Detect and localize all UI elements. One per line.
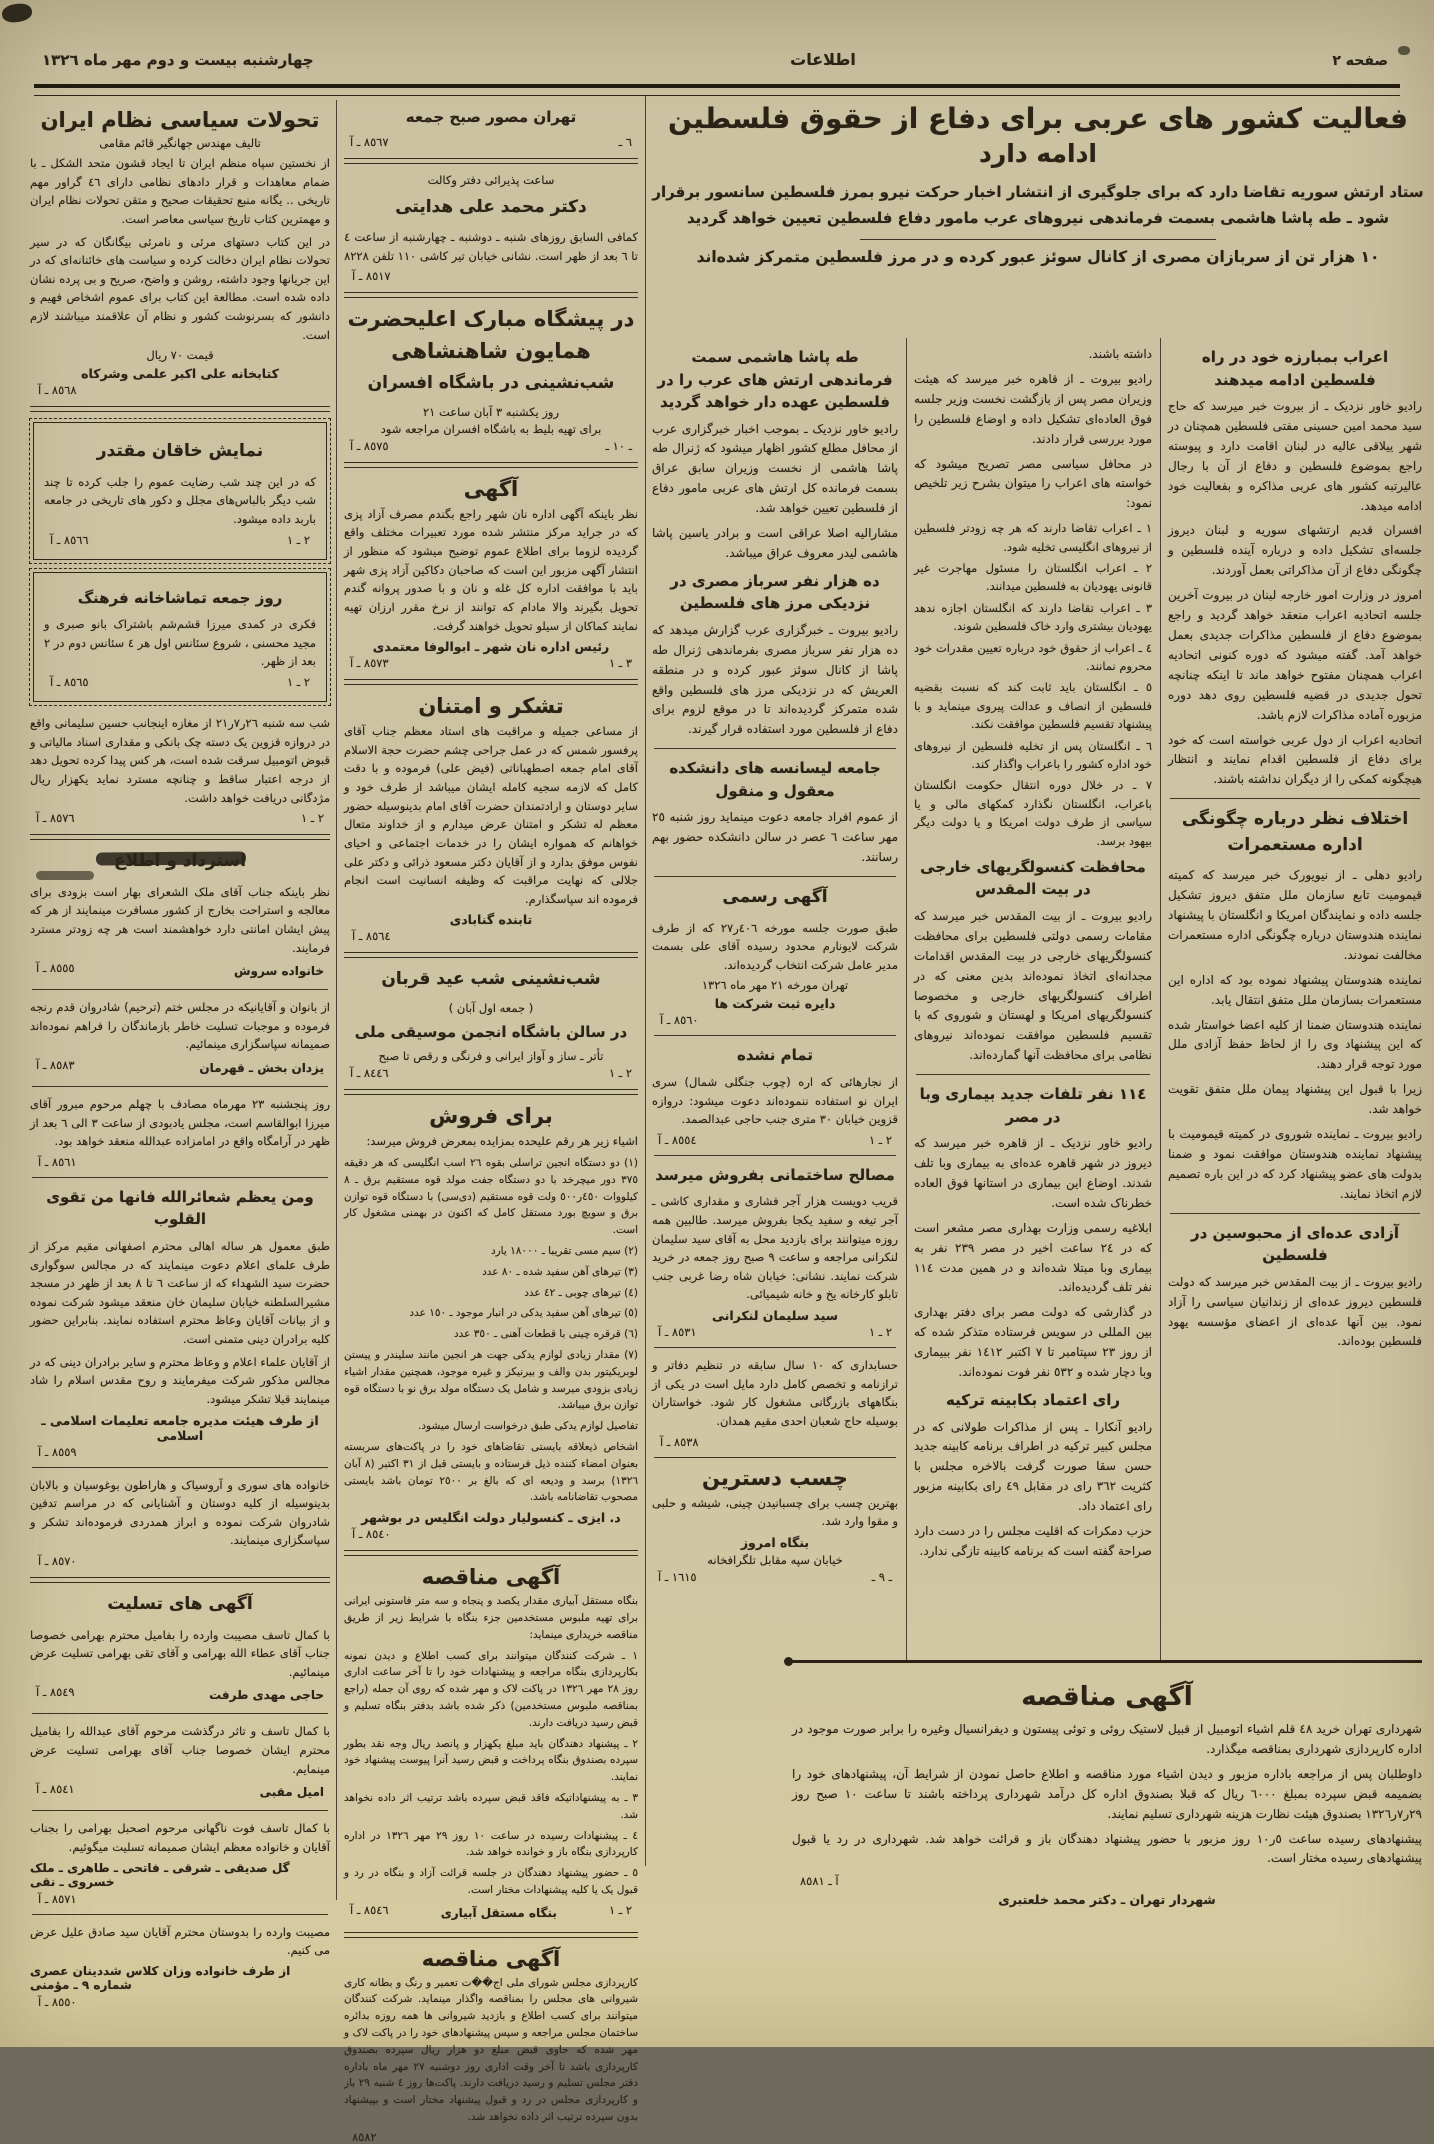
ad-number: ٨٥٧٠ ـ آ xyxy=(38,1554,77,1568)
palace-ad-line1: در پیشگاه مبارک اعلیحضرت xyxy=(347,307,635,332)
article-paragraph: رادیو بیروت ـ خبرگزاری عرب گزارش میدهد که ده هزار نفر سرباز مصری بفرماندهی ژنرال طه پاشا از کانال سوئز عبور کرده و در منطقه العریش که در نزدیکی مرز های فلسطین واقع شده متمرکز گردیده‌اند تا در موقع لزوم برای دفاع از فلسطین مورد استفاده قرار گیرند. xyxy=(652,622,898,737)
ad-signature: د. ایزی ـ کنسولیار دولت انگلیس در بوشهر xyxy=(361,1510,621,1526)
ad-signature: دایره ثبت شرکت ها xyxy=(714,996,836,1012)
ad-run: ٢ ـ ١ xyxy=(286,675,310,689)
section-rule xyxy=(30,406,330,412)
article-paragraph: رادیو بیروت ـ از قاهره خبر میرسد که هیئت وزیران مصر پس از بازگشت نخست وزیر جلسه فوق العاده‌ای تشکیل داده و اوضاع فلسطین را مورد بررسی قرار دادند. xyxy=(914,371,1152,446)
party-ad-line2: ( جمعه اول آبان ) xyxy=(448,1000,534,1015)
ad-number: ٨٥٧٦ ـ آ xyxy=(36,811,75,826)
news-column-inner xyxy=(652,340,898,1660)
section-rule xyxy=(32,1177,328,1178)
ad-body: نظر باینکه آگهی اداره نان شهر راجع بگندم مصرف آزاد پزی که در جراید مرکز منتشر شده مورد تعبیرات مختلف واقع گردیده لزوما برای اطلاع عموم توضیح میشود که منظور از انتشار آگهی مزبور این است که صاحبان دکاکین آزاد پزی شهر باید با موافقت اداره کل غله و نان و با صدور پروانه گندم تحویل بگیرند والا مادام که توانند از نرخ مقرر ارزان تهیه نمایند کماکان از سیلو تحویل خواهند گرفت. xyxy=(344,506,638,633)
tender-item: ٤ ـ پیشنهادات رسیده در ساعت ١٠ روز ٢٩ مهر ١٣٢٦ در اداره کارپردازی بنگاه باز و خوانده خواهد شد. xyxy=(344,1829,638,1859)
ad-number: ٨٥٦٠ ـ آ xyxy=(660,1013,699,1028)
ad-number: ٨٥٧٣ ـ آ xyxy=(350,656,389,671)
ad-number: ٨٥٦٦ ـ آ xyxy=(50,532,89,547)
ad-number-row xyxy=(36,961,324,981)
lost-notice: شب سه شنبه ٢٦ر٧ر٢١ از مغازه اینجانب حسین سلیمانی واقع در دروازه قزوین یک دسته چک بانکی و مقداری اسناد مالیاتی و قبوض اتومبیل سرقت شده است، هر کس پیدا کرده تحویل دهد از درجه اعتبار ساقط و چنانچه مسترد نماید یکهزار ریال مژدگانی دریافت خواهد داشت. xyxy=(30,716,330,805)
condolence-section-headline: آگهی های تسلیت xyxy=(107,1594,253,1614)
column-rule xyxy=(906,338,907,1660)
sale-item: (٢) سیم مسی تقریبا ـ ١٨٠٠٠ یارد xyxy=(490,1244,638,1257)
ad-number-row xyxy=(658,1570,892,1584)
theater-ad-box xyxy=(33,422,327,559)
article-paragraph: افسران قدیم ارتشهای سوریه و لبنان دیروز جلسه‌ای تشکیل داده و درباره آینده فلسطین و چگونگی دفاع از آن مذاکراتی بعمل آوردند. xyxy=(1168,523,1422,578)
demand-item: ١ ـ اعراب تقاضا دارند که هر چه زودتر فلسطین از نیروهای انگلیسی تخلیه شود. xyxy=(914,521,1152,554)
condolence-entry: با کمال تاسف و تاثر درگذشت مرحوم آقای عبدالله را بفامیل محترم ایشان خصوصا جناب آقای بهرامی تسلیت عرض مینمایم. xyxy=(30,1724,330,1776)
section-rule xyxy=(654,1347,896,1348)
ad-number-row xyxy=(350,656,632,670)
lead-story xyxy=(652,100,1424,334)
ad-number: ٨٥٤٩ ـ آ xyxy=(36,1685,75,1700)
ad-number: ٨٥٥٠ ـ آ xyxy=(38,1994,77,2009)
article-paragraph: اتحادیه اعراب از دول عربی خواسته است که خود برای دفاع از فلسطین اقدام نمایند و انتظار هیچگونه کمکی را از دیگران نداشته باشند. xyxy=(1168,732,1422,787)
ad-run: ـ ١٠ ـ xyxy=(605,438,632,453)
party-ad-line4: تأتر ـ ساز و آواز ایرانی و فرنگی و رقص تا صبح xyxy=(378,1049,604,1064)
palace-ad-date: روز یکشنبه ٣ آبان ساعت ٢١ xyxy=(422,404,560,419)
condolence-signature: گل صدیقی ـ شرقی ـ فاتحی ـ طاهری ـ ملک خسروی ـ نقی xyxy=(30,1860,290,1889)
ads-column xyxy=(344,100,638,2144)
sale-note: تفاصیل لوازم یدکی طبق درخواست ارسال میشود. xyxy=(418,1420,638,1433)
condolence-signature: از طرف خانواده وزان کلاس شددینان عصری شماره ٩ ـ مؤمنی xyxy=(30,1963,291,1992)
section-rule xyxy=(916,1074,1150,1075)
section-rule xyxy=(654,876,896,877)
ad-run: ٢ ـ ١ xyxy=(286,532,310,547)
store-name: بنگاه امروز xyxy=(740,1534,810,1550)
section-rule xyxy=(344,1550,638,1556)
article-subhead: محافظت کنسولگریهای خارجی در بیت المقدس xyxy=(920,857,1146,899)
play-blurb: فکری در کمدی میرزا قشم‌شم باشتراک بانو صبری و مجید محسنی ، شروع سئانس اول هر ٤ سئانس دوم در ٢ بعد از ظهر. xyxy=(44,617,316,669)
ad-signature: تابنده گنابادی xyxy=(449,912,533,928)
condolence-entry: مصیبت وارده را بدوستان محترم آقایان سید صادق علیل عرض می کنیم. xyxy=(30,1924,330,1958)
notice-signature: از طرف هیئت مدیره جامعه تعلیمات اسلامی ـ اسلامی xyxy=(41,1412,319,1443)
article-paragraph: رادیو خاور نزدیک ـ از بیروت خبر میرسد که حاج سید محمد امین حسینی مفتی فلسطین همچنان در شهر ییلاقی عالیه در لبنان اقامت دارد و پیوسته راجع بموضوع فلسطین و دفاع از آن با رجال عالیرتبه کشور های عربی مذاکره و بفعالیت خود ادامه میدهد. xyxy=(1168,399,1422,513)
notice-signature: یزدان بخش ـ قهرمان xyxy=(199,1061,324,1075)
ad-number-row xyxy=(350,1066,632,1080)
ad-number: ٨٥٣١ ـ آ xyxy=(658,1325,697,1339)
ad-intro: اشیاء زیر هر رقم علیحده بمزایده بمعرض فروش میرسد: xyxy=(366,1134,638,1149)
sale-item: (١) دو دستگاه انجین تراسلی بقوه ٢٦ اسب انگلیسی که هر دقیقه ٣٧٥ دور میچرخد با دو دستگاه جفت مولد قوه مستقیم برق ـ ٨ کیلووات ٤٥٠ر٥٠٠ ولت قوه مستقیم (دی‌سی) با دستگاه قوه توازن برق و سویچ بورد مستقل کامل که اکنون در بهمنی مشغول کار است. xyxy=(344,1157,638,1237)
ad-number: ٨٥١٧ ـ آ xyxy=(352,269,391,284)
tender-paragraph: پیشنهادهای رسیده ساعت ٥ر١٠ روز مزبور با حضور پیشنهاد دهندگان باز و قرائت خواهد شد. شهرداری در رد یا قبول پیشنهادهای رسیده مختار است. xyxy=(792,1831,1422,1866)
ad-signature: بنگاه مستقل آبیاری xyxy=(440,1905,557,1920)
section-rule xyxy=(32,1467,328,1468)
ad-number-row xyxy=(658,1133,892,1147)
notice-signature: خانواده سروش xyxy=(234,964,324,979)
demand-item: ٣ ـ اعراب تقاضا دارند که انگلستان اجازه ندهد یهودیان بیشتری وارد خاک فلسطین شوند. xyxy=(914,600,1152,634)
ad-signature: سید سلیمان لنکرانی xyxy=(711,1308,839,1323)
religious-body: طبق معمول هر ساله اهالی محترم اصفهانی مقیم مرکز از طرف علمای اعلام دعوت مینمایند که در مجالس سوگواری حضرت سید الشهداء که از ساعت ٦ تا ٨ بعد از ظهر در مسجد مشیرالسلطنه خیابان سلیمان خان منعقد میشود شرکت نموده و از بیانات آقایان وعاظ محترم استفاده نمایند. بنابراین حضور کلیه برادران دینی متمنی است. xyxy=(30,1238,330,1346)
ad-number-row xyxy=(36,1782,324,1802)
lead-deck: ستاد ارتش سوریه تقاضا دارد که برای جلوگیری از انتشار اخبار حرکت نیرو بمرز فلسطین سانسور برقرار شود ـ طه پاشا هاشمی بسمت فرماندهی نیروهای عرب مامور دفاع فلسطین تعیین خواهد گردید xyxy=(652,183,1424,227)
article-paragraph: ابلاغیه رسمی وزارت بهداری مصر مشعر است که در ٢٤ ساعت اخیر در مصر ٢٣٩ نفر به بیماری وبا مبتلا شده‌اند و در همین مدت ١١٤ نفر تلف گردیده‌اند. xyxy=(914,1220,1152,1295)
section-rule xyxy=(344,158,638,164)
ad-number-row xyxy=(350,135,632,149)
column-rule xyxy=(645,96,646,1866)
ad-headline: آگهی xyxy=(463,476,519,501)
ad-number: ٨٥٥٤ ـ آ xyxy=(658,1132,697,1147)
demand-item: ٥ ـ انگلستان باید ثابت کند که نسبت بقضیه فلسطین از انصاف و عدالت پیروی مینماید و با پیشنهاد تقسیم فلسطین موافقت نکند. xyxy=(914,680,1152,732)
demand-item: ٤ ـ اعراب از حقوق خود درباره تعیین مقدرات خود محروم نمانند. xyxy=(914,640,1152,673)
demand-item: ٦ ـ انگلستان پس از تخلیه فلسطین از نیروهای خود اداره کشور را باعراب واگذار کند. xyxy=(914,738,1152,771)
article-paragraph: رادیو خاور نزدیک ـ بموجب اخبار خبرگزاری عرب از محافل مطلع کشور اظهار میشود که ژنرال طه پاشا هاشمی از نخست وزیران سابق عراق بسمت فرمانده کل ارتش های عربی مامور دفاع از فلسطین تعیین خواهد شد. xyxy=(652,421,898,516)
page-number: صفحه ٢ xyxy=(1332,53,1388,69)
article-paragraph: در محافل سیاسی مصر تصریح میشود که خواسته های اعراب را میتوان بشرح زیر تلخیص نمود: xyxy=(914,456,1152,511)
ad-headline: آگهی مناقصه xyxy=(421,1565,561,1590)
ad-number: ٨٥٤٦ ـ آ xyxy=(350,1902,389,1917)
tender-item: ٣ ـ به پیشنهاداتیکه فاقد قبض سپرده باشد ترتیب اثر داده نخواهد شد. xyxy=(344,1791,638,1821)
article-paragraph: رادیو آنکارا ـ پس از مذاکرات طولانی که در مجلس کبیر ترکیه در اطراف برنامه کابینه جدید حسن سقا صورت گرفت بالاخره مجلس با کثریت ٣٦٢ رای در مقابل ٤٩ رای بکابینه مزبور رای اعتماد داد. xyxy=(914,1419,1152,1514)
section-rule xyxy=(30,1577,330,1583)
tender-body: بنگاه مستقل آبیاری مقدار یکصد و پنجاه و سه متر فاستونی ایرانی برای تهیه ملبوس مستخدمین جزء بنگاه با شرایط زیر از طریق مناقصه خریداری مینماید: xyxy=(344,1595,638,1641)
ad-number: ٨٥٥٩ ـ آ xyxy=(38,1444,77,1459)
article-paragraph: حزب دمکرات که اقلیت مجلس را در دست دارد صراحة گفته است که برنامه کابینه تازگی ندارد. xyxy=(914,1524,1152,1558)
thanks-notice: از بانوان و آقایانیکه در مجلس ختم (ترحیم) شادروان قدم رنجه فرموده و موجبات تسلیت خاطر بازماندگان را فراهم نموده‌اند صمیمانه سپاسگزاری مینمائیم. xyxy=(30,1000,330,1052)
lead-headline-line1: فعالیت کشور های عربی برای دفاع از حقوق فلسطین xyxy=(668,102,1408,135)
section-rule xyxy=(344,292,638,298)
ad-date: تهران مورخه ٢١ مهر ماه ١٣٢٦ xyxy=(701,978,849,993)
sale-item: (٥) تیرهای آهن سفید یدکی در انبار موجود ـ ١٥٠ عدد xyxy=(409,1307,638,1320)
tender-paragraph: شهرداری تهران خرید ٤٨ قلم اشیاء اتومبیل از قبیل لاستیک روئی و توئی پیستون و دیفرانسیال وغیره را برابر صورت موجود در اداره کارپردازی شهرداری بمناقصه میگذارد. xyxy=(792,1722,1422,1756)
section-rule xyxy=(32,1086,328,1087)
notice-body: نظر باینکه جناب آقای ملک الشعرای بهار است بزودی برای معالجه و استراحت بخارج از کشور مسافرت مینمایند از هر که پیش ایشان امانتی دارد خواهشمند است هر چه زودتر مسترد فرمایند. xyxy=(30,884,330,955)
ad-headline: آگهی رسمی xyxy=(722,887,828,907)
ad-run: ـ ٩ ـ xyxy=(871,1569,892,1584)
sale-note: اشخاص ذیعلاقه بایستی تقاضاهای خود را در پاکت‌های سربسته بعنوان امضاء کننده ذیل فرستاده و بایستی قبل از ٣١ اکتبر (٨ آبان ١٣٢٦) برسد و ودیعه ای که بالغ بر ٢٥٠٠ تومان باشد بایستی مصحوب تقاضانامه باشد. xyxy=(344,1440,638,1504)
ad-number: ٨٥٧٥ ـ آ xyxy=(350,438,389,453)
ink-smudge xyxy=(1398,46,1410,55)
ad-headline: تشکر و امتنان xyxy=(418,694,564,719)
section-rule xyxy=(32,1914,328,1915)
play-title: روز جمعه تماشاخانه فرهنگ xyxy=(77,588,283,607)
ad-number-row xyxy=(350,439,632,453)
ad-number: ١٦١٥ ـ آ xyxy=(658,1569,697,1584)
tender-item: ١ ـ شرکت کنندگان میتوانند برای کسب اطلاع و دیدن نمونه بکارپردازی بنگاه مراجعه و پیشنهادات خود را تا آخر ساعت اداری روز ٢٨ مهر ١٣٢٦ در پاکت لاک و مهر شده که روی آن جمله (راجع بمناقصه ملبوس مستخدمین) ذکر شده باشد بدفتر بنگاه تسلیم و قبض رسید دریافت دارند. xyxy=(344,1649,638,1729)
ad-run: ٢ ـ ١ xyxy=(608,1902,632,1917)
article-subhead: طه پاشا هاشمی سمت فرماندهی ارتش های عرب را در فلسطین عهده دار خواهد گردید xyxy=(657,348,893,411)
article-paragraph: رادیو دهلی ـ از نیویورک خبر میرسد که کمیته قیمومیت تابع سازمان ملل متفق دیروز تشکیل جلسه داده و نمایندگان امریکا و انگلستان با پیشنهاد نماینده هندوستان درباره چگونگی اداره مستعمرات مخالفت نمودند. xyxy=(1168,868,1422,962)
issue-date: چهارشنبه بیست و دوم مهر ماه ١٣٢٦ xyxy=(42,51,314,69)
section-rule xyxy=(1170,798,1420,799)
party-ad-line1: شب‌نشینی شب عید قربان xyxy=(381,969,601,990)
ad-number: آ ـ ٨٥٨١ xyxy=(800,1874,839,1889)
deck-rule xyxy=(860,239,1215,240)
article-headline: ١١٤ نفر تلفات جدید بیماری وبا در مصر xyxy=(919,1085,1147,1126)
section-rule xyxy=(654,748,896,749)
ad-number-row xyxy=(36,1685,324,1705)
article-paragraph: از عموم افراد جامعه دعوت مینماید روز شنبه ٢٥ مهر ساعت ٦ عصر در سالن دانشکده حضور بهم رسانند. xyxy=(652,810,898,865)
theater-ad-box xyxy=(33,572,327,702)
ad-body: قریب دویست هزار آجر فشاری و مقداری کاشی ـ آجر تیغه و سفید یکجا بفروش میرسد. طالبین همه روزه میتوانند برای بازدید محل به آقای سید سلیمان لنکرانی مراجعه و ساعت ٩ صبح روز جمعه در خرید شرکت نمایند. نشانی: خیابان شاه رضا غربی جنب تابلو کارخانه یخ و خانه شیمیائی. xyxy=(652,1194,898,1302)
ad-number-row xyxy=(350,1903,632,1923)
section-rule xyxy=(654,1457,896,1458)
article-subhead: اعراب بمبارزه خود در راه فلسطین ادامه میدهند xyxy=(1201,348,1389,389)
ad-run: ٢ ـ ١ xyxy=(868,1325,892,1339)
ad-body: طبق صورت جلسه مورخه ٤٠٦ر٢٧ که از طرف شرکت لایونارم محدود رسیده آقای علی بسمت مدیر عامل شرکت انتخاب گردیده‌اند. xyxy=(652,920,898,972)
tender-body: کارپردازی مجلس شورای ملی اج��ت تعمیر و رنگ و بطانه کاری شیروانی های مجلس را بمناقصه واگذار مینماید. شرکت کنندگان میتوانند برای کسب اطلاع و بازدید شیروانی ها همه روزه بدائره ساختمان مجلس مراجعه و سپس پیشنهادهای خود را در پاکت لاک و مهر شده که حاوی قبض مبلغ دو هزار ریال سپرده بصندوق کارپردازی باشد تا آخر وقت اداری روز دوشنبه ٢٧ مهر ماه باداره دفتر مجلس تسلیم و رسید دریافت دارند. پاکت‌ها روز ٤ شنبه ٢٩ باز و کارپردازی مجلس در رد و قبول پیشنهاد مختار است و بپیشنهاد بدون سپرده ترتیب اثر داده نخواهد شد. xyxy=(344,1976,638,2124)
article-paragraph: رادیو بیروت ـ از بیت المقدس خبر میرسد که مقامات رسمی دولتی فلسطین برای محافظت کنسولگریهای خارجی در بیت المقدس اقدامات مجدانه‌ای اتخاذ نموده‌اند بدین معنی که در اطراف کنسولگریهای خارجی و مخصوصا کنسولگریهای امریکا و لهستان و شوروی که با تقسیم فلسطین موافقت نموده‌اند نیروهای نظامی برای محافظت آنها گمارده‌اند. xyxy=(914,908,1152,1063)
ad-number-row xyxy=(36,1058,324,1078)
section-rule xyxy=(344,1932,638,1938)
section-rule xyxy=(344,679,638,685)
ad-headline: برای فروش xyxy=(429,1104,553,1129)
condolence-entry: با کمال تاسف فوت ناگهانی مرحوم اصحبل بهرامی را بجناب آقایان و خانواده معظم ایشان صمیمانه تسلیت میگوئیم. xyxy=(30,1821,330,1854)
article-paragraph: زیرا با قبول این پیشنهاد پیمان ملل متفق تقویت خواهد شد. xyxy=(1168,1082,1422,1117)
lead-headline-line2: ادامه دارد xyxy=(979,138,1097,168)
book-blurb: از نخستین سپاه منظم ایران تا ایجاد قشون متحد الشکل ـ با ضمام معاهدات و قرار دادهای نظامی دارای ٤٦ گراور مهم تاریخی .. یگانه منبع تحقیقات صحیح و متقن تحولات نظام ایران و مهمترین کتاب تاریخ سیاسی معاصر است. xyxy=(30,156,330,226)
play-title: نمایش خاقان مقتدر xyxy=(96,441,264,462)
municipal-tender-ad xyxy=(792,1676,1422,1909)
sale-item: (٤) تیرهای چوبی ـ ٤٢ عدد xyxy=(524,1286,638,1299)
article-paragraph: رادیو بیروت ـ از بیت المقدس خبر میرسد که دولت فلسطین دیروز عده‌ای از زندانیان سیاسی را آزاد نمود. بین آنها عده‌ای از اعضای مؤسسه یهود فلسطین بوده‌اند. xyxy=(1168,1274,1422,1349)
ad-run: ٣ ـ ١ xyxy=(608,656,632,671)
demand-item: ٢ ـ اعراب انگلستان را مسئول مهاجرت غیر قانونی یهودیان به فلسطین میدانند. xyxy=(914,561,1152,594)
article-paragraph: مشارالیه اصلا عراقی است و برادر یاسین پاشا هاشمی لیدر معروف عراق میباشد. xyxy=(652,526,898,560)
ad-number: ٨٥٦٨ ـ آ xyxy=(38,383,77,398)
news-column-right xyxy=(1168,340,1422,1660)
ad-run: ٢ ـ ١ xyxy=(300,811,324,826)
book-price: قیمت ٧٠ ریال xyxy=(146,348,214,363)
section-rule xyxy=(32,989,328,990)
sale-item: (٧) مقدار زیادی لوازم یدکی جهت هر انجین مانند سلیندر و پیستن لوبریکیتور بدن والف و بیرنیکز و غیره موجود، همچنین مقدار اشیاء زیادی بزودی میرسد و شامل یک دستگاه مولد برق نو با دستگاه قوه توازن برق میباشد. xyxy=(344,1348,638,1412)
classified-body: حسابداری که ١٠ سال سابقه در تنظیم دفاتر و ترازنامه و تخصص کامل دارد مایل است در یکی از بنگاههای بازرگانی مشغول کار شود. خواستاران بوسیله حاج شعبان احدی مقیم همدان. xyxy=(652,1358,898,1428)
tender-headline: آگهی مناقصه xyxy=(1021,1682,1193,1712)
ad-number: ٨٤٤٦ ـ آ xyxy=(350,1066,389,1081)
ad-run: ٢ ـ ١ xyxy=(868,1132,892,1147)
ad-number: ٨٥٦٤ ـ آ xyxy=(352,929,391,944)
news-column-middle xyxy=(914,340,1152,1660)
ad-number-row xyxy=(50,675,310,689)
classifieds-column xyxy=(30,100,330,2009)
mayor-signature: شهردار تهران ـ دکتر محمد خلعتبری xyxy=(998,1892,1216,1908)
condolence-entry: با کمال تاسف مصیبت وارده را بفامیل محترم بهرامی خصوصا جناب آقای عطاء الله بهرامی و آقای تقی بهرامی تسلیت عرض مینمائیم. xyxy=(30,1627,330,1679)
store-address: خیابان سپه مقابل تلگرافخانه xyxy=(707,1552,843,1567)
condolence-notice: خانواده های سوری و آروسیاک و هاراطون بوغوسیان و بالابان بدینوسیله از کلیه دوستان و آشنایانی که در مراسم تدفین شادروان شرکت نموده و ابراز همدردی فرموده‌اند تشکر و سپاسگزاری مینمایند. xyxy=(30,1477,330,1548)
ad-line: تهران مصور صبح جمعه xyxy=(405,108,577,126)
article-subhead: جامعه لیسانسه های دانشکده معقول و منقول xyxy=(669,759,881,800)
condolence-signature: حاجی مهدی طرفت xyxy=(209,1688,324,1703)
ad-body: کمافی السابق روزهای شنبه ـ دوشنبه ـ چهارشنبه از ساعت ٤ تا ٦ بعد از ظهر است. نشانی خیابان تیر کاشی ١١٠ تلفن ٨٢٢٨ xyxy=(344,230,638,263)
ad-number-row xyxy=(50,533,310,547)
section-rule xyxy=(344,462,638,468)
column-rule xyxy=(336,100,337,1900)
palace-ad-info: برای تهیه بلیط به باشگاه افسران مراجعه شود xyxy=(380,421,602,436)
section-rule xyxy=(344,1089,638,1095)
ad-number: ٨٥٦٥ ـ آ xyxy=(50,675,89,689)
palace-ad-line3: شب‌نشینی در باشگاه افسران xyxy=(367,373,615,394)
newspaper-title: اطلاعات xyxy=(790,50,856,69)
lead-deck2: ١٠ هزار تن از سربازان مصری از کانال سوئز عبور کرده و در مرز فلسطین متمرکز شده‌اند xyxy=(696,248,1380,267)
memorial-notice: روز پنجشنبه ٢٣ مهرماه مصادف با چهلم مرحوم مبرور آقای میرزا ابوالقاسم است، مجلس یادبودی از ساعت ٣ الی ٦ بعد از ظهر در آرامگاه واقع در امامزاده عبدالله منعقد خواهد بود. xyxy=(30,1097,330,1149)
ad-run: ٢ ـ ١ xyxy=(608,1066,632,1081)
sale-item: (٦) قرقره چینی با قطعات آهنی ـ ٣٥٠ عدد xyxy=(454,1328,638,1341)
ad-number-row xyxy=(36,811,324,825)
article-paragraph: نماینده هندوستان پیشنهاد نموده بود که اداره این مستعمرات بسازمان ملل متفق انتقال یابد. xyxy=(1168,972,1422,1007)
tender-paragraph: داوطلبان پس از مراجعه باداره مزبور و دیدن اشیاء مورد مناقصه و اطلاع حاصل نمودن از شرایط آن، پیشنهادهای خود را بضمیمه قبض سپرده بمبلغ ٦٠٠٠ ریال که قبلا بصندوق اداره کل درآمد شهرداری پرداخته باشند تا ساعت ١٠ صبح روز ٢٩ر٧ر١٣٢٦ بصندوق هیئت نظارت هزینه شهرداری تسلیم نمایند. xyxy=(792,1766,1422,1821)
ad-headline: مصالح ساختمانی بفروش میرسد xyxy=(655,1165,895,1184)
tender-item: ٥ ـ حضور پیشنهاد دهندگان در جلسه قرائت آزاد و بنگاه در رد و قبول یک یا کلیه پیشنهادات مختار است. xyxy=(344,1867,638,1896)
ad-run: ٦ ـ xyxy=(618,134,632,149)
book-title: تحولات سیاسی نظام ایران xyxy=(40,108,320,132)
sale-item: (٣) تیرهای آهن سفید شده ـ ٨٠ عدد xyxy=(482,1265,638,1278)
ad-number: ٨٥٣٨ ـ آ xyxy=(660,1434,699,1449)
article-headline: رای اعتماد بکابینه ترکیه xyxy=(946,1391,1120,1410)
party-ad-line3: در سالن باشگاه انجمن موسیقی ملی xyxy=(354,1022,628,1041)
section-rule xyxy=(32,1713,328,1714)
article-subhead: ده هزار نفر سرباز مصری در نزدیکی مرز های فلسطین xyxy=(670,571,880,613)
section-rule xyxy=(344,952,638,958)
ad-headline: چسب دسترین xyxy=(702,1465,848,1490)
lawyer-name: دکتر محمد علی هدایتی xyxy=(395,196,587,217)
article-paragraph: نماینده هندوستان ضمنا از کلیه اعضا خواستار شده که این پیشنهاد وی را از لحاظ حفظ آزادی ملل مورد توجه قرار دهند. xyxy=(1168,1017,1422,1072)
section-rule xyxy=(1170,1213,1420,1214)
book-author: تالیف مهندس جهانگیر قائم مقامی xyxy=(99,136,261,150)
article-paragraph: رادیو خاور نزدیک ـ از قاهره خبر میرسد که دیروز در شهر قاهره عده‌ای به بیماری وبا تلف شدند. اوضاع این بیماری در استانها فوق العاده خطرناک شده است. xyxy=(914,1136,1152,1210)
ad-number-row xyxy=(658,1325,892,1339)
header-rule xyxy=(34,84,1400,96)
column-rule xyxy=(1160,338,1161,1660)
article-headline: آزادی عده‌ای از محبوسین در فلسطین xyxy=(1190,1223,1399,1265)
masthead-row xyxy=(42,50,1388,69)
bookstore-name: کتابخانه علی اکبر علمی وشرکاه xyxy=(81,366,279,382)
ad-number: ٨٥٧١ ـ آ xyxy=(38,1891,77,1906)
ink-smudge xyxy=(1,2,33,24)
book-blurb: در این کتاب دستهای مرئی و نامرئی بیگانگان که در سیر تحولات نظام ایران دخالت کرده و سیاست های خائنانه‌ای که در این جریانها وجود داشته، روشن و واضح، صریح و بی پرده نشان داده شده است. مطالعة این کتاب برای عموم اشخاص فهیم و دانشور که بسرنوشت کشور و نظام آن علاقمند میباشند لازم است. xyxy=(30,234,330,342)
palace-ad-line2: همایون شاهنشاهی xyxy=(391,339,591,364)
ad-headline: تمام نشده xyxy=(737,1046,813,1065)
article-paragraph: رادیو بیروت ـ نماینده شوروی در کمیته قیمومیت با پیشنهاد نماینده هندوستان موافقت نمود و ضمنا بدولت های عضو پیشنهاد کرد که در این باره تصمیم لازم اتخاذ نمایند. xyxy=(1168,1127,1422,1201)
ad-number: ٨٥٤٠ ـ آ xyxy=(352,1527,391,1542)
religious-body: از آقایان علماء اعلام و وعاظ محترم و سایر برادران دینی که در مجالس مذکور شرکت میفرمایند و روح مقدس اسلام را شاد مینمایند قبلا تشکر میشود. xyxy=(30,1354,330,1406)
notice-headline: استرداد و اطلاع xyxy=(113,851,247,872)
ad-body: از مساعی جمیله و مراقبت های استاد معظم جناب آقای پرفسور شمس که در عمل جراحی چشم حضرت حجة الاسلام آقای امام جمعه اصطهباناتی (فیض علی) فرموده و با دقت کامل که لازمه سجیه کامله ایشان میباشد از طرف خود و سایر دوستان و ارادتمندان حضرت آقای امام بدینوسیله حضور معظم له تشکر و امتنان عرض میدارم و از خداوند متعال خواهانم که همواره ایشان را در خدمات اجتماعی و احیای نفوس موفق بدارد و از آقایان دکتر مسعود ذرائی و دکتر علی جلالی که نهایت مراقبت که وظیفه انسانیت است انجام فرموده اند سپاسگذارم. xyxy=(344,724,638,906)
section-rule xyxy=(654,1155,896,1156)
article-paragraph: در گذارشی که دولت مصر برای دفتر بهداری بین المللی در سویس فرستاده متذکر شده که از روز ٢٣ سپتامبر تا ٧ اکتبر ١٤١٢ نفر ببیماری وبا دچار شده و ٥٣٢ نفر فوت نموده‌اند. xyxy=(914,1305,1152,1380)
religious-headline: ومن یعظم شعائرالله فانها من تقوی القلوب xyxy=(46,1187,314,1229)
ad-body: از نجارهائی که اره (چوب جنگلی شمال) سری ایران نو استفاده ننموده‌اند دعوت میشود: دروازه قزوین خیابان ٣٠ متری جنب حاجی عبدالصمد. xyxy=(652,1074,898,1127)
ad-top-rule xyxy=(792,1660,1422,1663)
section-rule xyxy=(654,1035,896,1036)
section-rule xyxy=(30,834,330,840)
article-continuation: داشته باشند. xyxy=(1088,347,1152,361)
ad-headline: آگهی مناقصه xyxy=(421,1946,561,1971)
condolence-signature: امیل مقبی xyxy=(259,1785,324,1800)
ad-number: ٨٥٦٧ ـ آ xyxy=(350,134,389,149)
play-blurb: که در این چند شب رضایت عموم را جلب کرده تا چند شب دیگر بالباس‌های مجلل و دکور های تاریخی در جامعه باربد داده میشود. xyxy=(44,474,316,526)
article-headline: اختلاف نظر درباره چگونگی اداره مستعمرات xyxy=(1181,809,1409,855)
article-paragraph: امروز در وزارت امور خارجه لبنان در بیروت آخرین جلسه اتحادیه اعراب منعقد خواهد گردید و راجع بموضوع دفاع از فلسطین مذاکرات جدیدی بعمل خواهد آمد. گفته میشود که دوره کنونی اتحادیه اعراب همچنان مفتوح خواهد ماند تا اینکه چنانچه تحول جدیدی در قضیه فلسطین روی دهد دوره مزبوره آماده مذاکرات لازم باشد. xyxy=(1168,588,1422,722)
ad-signature: رئیس اداره نان شهر ـ ابوالوفا معتمدی xyxy=(372,639,610,655)
demand-item: ٧ ـ در خلال دوره انتقال حکومت انگلستان باعراب، انگلستان نگذارد کمکهای مالی و یا سیاسی از طرف دولت امریکا و یا دولت دیگر بیهود برسد. xyxy=(914,778,1152,848)
ad-number: ٨٥٨٣ ـ آ xyxy=(36,1058,75,1072)
ad-number: ٨٥٦١ ـ آ xyxy=(38,1154,77,1169)
ad-body: بهترین چسب برای چسبانیدن چینی، شیشه و حلبی و مقوا وارد شد. xyxy=(652,1495,898,1529)
ad-pretitle: ساعت پذیرائی دفتر وکالت xyxy=(427,172,555,187)
ad-number: ٨٥٨٢ xyxy=(352,2129,377,2144)
tender-item: ٢ ـ پیشنهاد دهندگان باید مبلغ یکهزار و پانصد ریال وجه نقد بطور سپرده بصندوق بنگاه پرداخت و قبض رسید آنرا پیوست پیشنهاد خود نمایند. xyxy=(344,1737,638,1784)
ad-number: ٨٥٤١ ـ آ xyxy=(36,1782,75,1797)
ad-number: ٨٥٥٥ ـ آ xyxy=(36,961,75,976)
section-rule xyxy=(32,1810,328,1811)
